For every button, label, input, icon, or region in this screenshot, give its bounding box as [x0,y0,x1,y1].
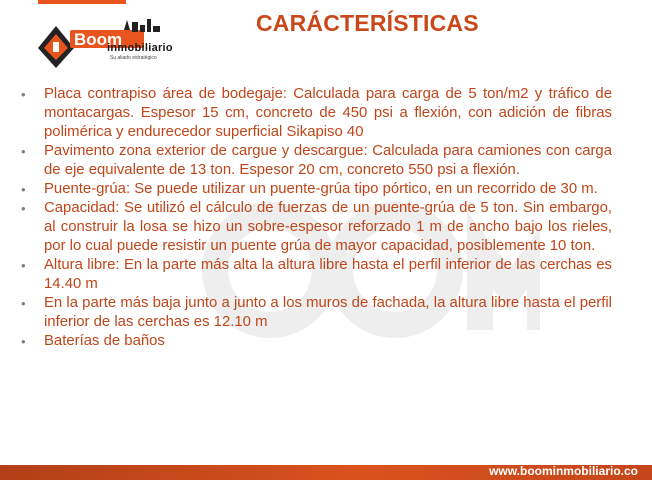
list-item [20,199,612,256]
logo-subtitle: inmobiliario [107,42,173,54]
bullet-icon: • [21,144,26,159]
list-item [20,142,612,180]
list-item [20,180,612,199]
page-title: CARÁCTERÍSTICAS [256,10,479,36]
bullet-icon: • [21,87,26,102]
list-item [20,256,612,294]
list-item-text: Placa contrapiso área de bodegaje: Calculada para carga de 5 ton/m2 y tráfico de montacargas. Espesor 15 cm, concreto de 450 psi a flexión, con adición de fibras polimérica y endurecedor superficial Sikapiso 40 [44,86,612,140]
list-item-text: Altura libre: En la parte más alta la altura libre hasta el perfil inferior de las cerchas es 14.40 m [44,257,612,292]
list-item [20,85,612,142]
list-item-text: Puente-grúa: Se puede utilizar un puente-grúa tipo pórtico, en un recorrido de 30 m. [44,181,598,197]
list-item-text: Capacidad: Se utilizó el cálculo de fuerzas de un puente-grúa de 5 ton. Sin embargo, al construir la losa se hizo un sobre-espesor reforzado 1 m de ancho bajo los rieles, por lo cual puede resistir un puente grúa de mayor capacidad, posiblemente 10 ton. [44,200,612,254]
bullet-icon: • [21,201,26,216]
footer-website-link[interactable]: www.boominmobiliario.co [489,464,638,478]
footer-bar [0,465,652,480]
bullet-icon: • [21,182,26,197]
bullet-icon: • [21,296,26,311]
bullet-icon: • [21,334,26,349]
list-item-text: En la parte más baja junto a junto a los muros de fachada, la altura libre hasta el perfil inferior de las cerchas es 12.10 m [44,295,612,330]
bullet-icon: • [21,258,26,273]
top-accent-rule [38,0,126,4]
logo-word: Boom [74,30,123,49]
characteristics-list [20,85,612,351]
list-item [20,294,612,332]
logo-tagline: Su aliado estratégico [110,55,157,61]
list-item-text: Pavimento zona exterior de cargue y descargue: Calculada para camiones con carga de eje equivalente de 13 ton. Espesor 20 cm, concreto 550 psi a flexión. [44,143,612,178]
company-logo [34,14,173,70]
list-item [20,332,612,351]
list-item-text: Baterías de baños [44,333,165,349]
